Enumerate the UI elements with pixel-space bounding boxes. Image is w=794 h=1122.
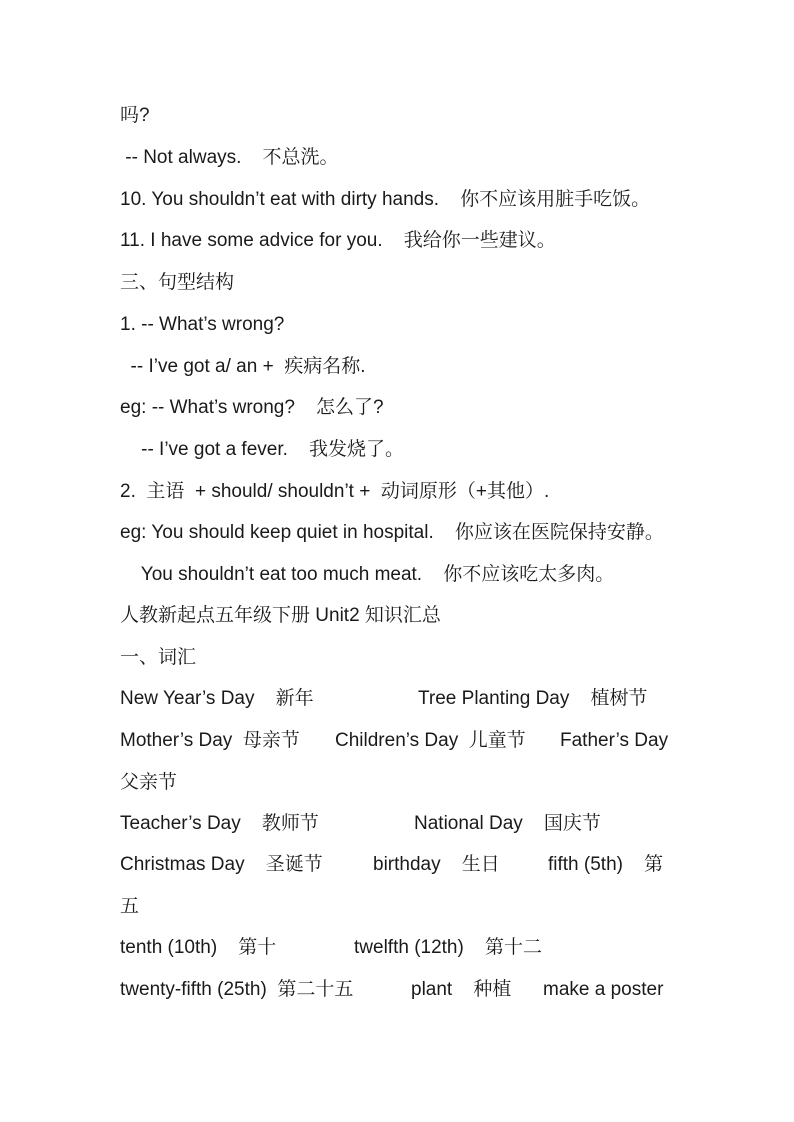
text-line: eg: -- What’s wrong? 怎么了?: [120, 397, 384, 418]
vocab-item: Mother’s Day 母亲节: [120, 730, 300, 751]
vocab-item: plant 种植: [411, 979, 512, 1000]
text-line: 10. You shouldn’t eat with dirty hands. 你不应该用脏手吃饭。: [120, 189, 651, 210]
section-heading: 一、词汇: [120, 647, 197, 668]
text-line: -- I’ve got a fever. 我发烧了。: [120, 439, 405, 460]
vocab-item: fifth (5th) 第: [548, 854, 664, 875]
text-line: -- Not always. 不总洗。: [120, 147, 339, 168]
section-heading: 三、句型结构: [120, 272, 235, 293]
vocab-item: birthday 生日: [373, 854, 500, 875]
vocab-item: Children’s Day 儿童节: [335, 730, 526, 751]
vocab-item: National Day 国庆节: [414, 813, 601, 834]
vocab-item: 五: [120, 896, 140, 917]
vocab-item: make a poster: [543, 979, 664, 1000]
document-title: 人教新起点五年级下册 Unit2 知识汇总: [120, 605, 441, 626]
vocab-item: Christmas Day 圣诞节: [120, 854, 323, 875]
vocab-item: Teacher’s Day 教师节: [120, 813, 319, 834]
vocab-item: Tree Planting Day 植树节: [418, 688, 648, 709]
text-line: 2. 主语 + should/ shouldn’t + 动词原形（+其他）.: [120, 481, 550, 502]
vocab-item: Father’s Day: [560, 730, 669, 751]
vocab-item: 父亲节: [120, 772, 178, 793]
text-line: 11. I have some advice for you. 我给你一些建议。: [120, 230, 556, 251]
text-line: You shouldn’t eat too much meat. 你不应该吃太多肉。: [120, 564, 615, 585]
text-line: -- I’ve got a/ an + 疾病名称.: [120, 356, 366, 377]
vocab-item: twelfth (12th) 第十二: [354, 937, 542, 958]
text-line: 1. -- What’s wrong?: [120, 314, 285, 335]
text-line: 吗?: [120, 105, 150, 126]
vocab-item: tenth (10th) 第十: [120, 937, 277, 958]
vocab-item: New Year’s Day 新年: [120, 688, 314, 709]
vocab-item: twenty-fifth (25th) 第二十五: [120, 979, 354, 1000]
text-line: eg: You should keep quiet in hospital. 你应该在医院保持安静。: [120, 522, 664, 543]
